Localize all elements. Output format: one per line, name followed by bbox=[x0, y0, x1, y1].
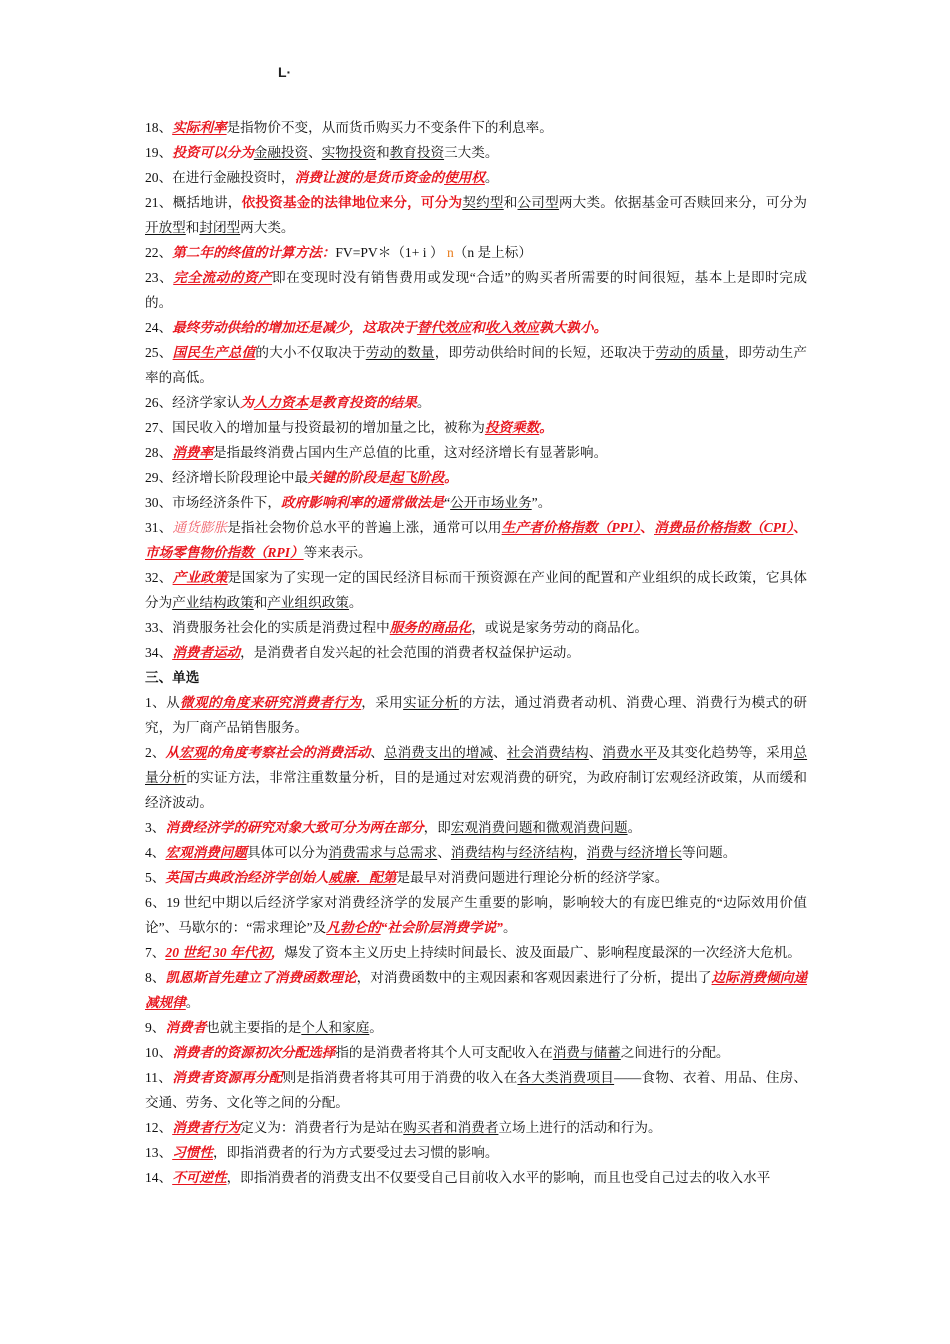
underlined-term: 消费需求与总需求 bbox=[328, 845, 438, 860]
highlighted-term: 凯恩斯首先建立了消费函数理论 bbox=[165, 970, 357, 985]
text-segment: 5、 bbox=[145, 870, 166, 885]
text-segment: 13、 bbox=[145, 1145, 173, 1160]
text-segment: 等问题。 bbox=[681, 845, 737, 860]
text-segment: 11、 bbox=[145, 1070, 173, 1085]
document-body bbox=[145, 115, 807, 1190]
text-segment: 。 bbox=[502, 920, 517, 935]
highlighted-term: 起飞阶段 bbox=[389, 470, 445, 485]
list-item bbox=[145, 840, 807, 865]
text-segment: 。 bbox=[627, 820, 642, 835]
text-segment: ，即劳动供给时间的长短，还取决于 bbox=[434, 345, 656, 360]
text-segment: 2、 bbox=[145, 745, 166, 760]
list-item bbox=[145, 940, 807, 965]
list-item bbox=[145, 865, 807, 890]
text-segment: 及其变化趋势等，采用 bbox=[656, 745, 794, 760]
highlighted-term: 市场零售物价指数（RPI） bbox=[145, 545, 304, 560]
underlined-term: 金融投资 bbox=[253, 145, 309, 160]
highlighted-term: 、 bbox=[793, 520, 808, 535]
text-segment: 21、概括地讲， bbox=[145, 195, 242, 210]
highlighted-term: 从 bbox=[165, 745, 180, 760]
text-segment: 定义为：消费者行为是站在 bbox=[240, 1120, 404, 1135]
list-item bbox=[145, 240, 807, 265]
text-segment: 、 bbox=[308, 145, 322, 160]
text-segment: 20、在进行金融投资时， bbox=[145, 170, 295, 185]
underlined-term: 宏观消费问题和微观消费问题 bbox=[450, 820, 628, 835]
highlighted-term: 产业政策 bbox=[172, 570, 228, 585]
underlined-term: 消费与储蓄 bbox=[552, 1045, 621, 1060]
text-segment: 两大类。 bbox=[240, 220, 295, 235]
text-segment: 23、 bbox=[145, 270, 174, 285]
highlighted-term: n bbox=[443, 245, 454, 260]
text-segment: 的实证方法，非常注重数量分析，目的是通过对宏观消费的研究，为政府制订宏观经济政策，从而缓和经济波动。 bbox=[145, 770, 807, 810]
text-segment: ”。 bbox=[531, 495, 552, 510]
highlighted-term: 使用权 bbox=[444, 170, 485, 185]
list-item bbox=[145, 190, 807, 240]
text-segment: 等来表示。 bbox=[303, 545, 372, 560]
text-segment: 。 bbox=[484, 170, 499, 185]
list-item bbox=[145, 265, 807, 315]
list-item bbox=[145, 115, 807, 140]
highlighted-term: 消费者资源再分配 bbox=[172, 1070, 283, 1085]
highlighted-term: 通货膨胀 bbox=[172, 520, 228, 535]
highlighted-term: 宏观 bbox=[179, 745, 207, 760]
text-segment: 是最早对消费问题进行理论分析的经济学家。 bbox=[396, 870, 669, 885]
text-segment: 和 bbox=[503, 195, 518, 210]
text-segment: 30、市场经济条件下， bbox=[145, 495, 281, 510]
list-item bbox=[145, 815, 807, 840]
text-segment: 14、 bbox=[145, 1170, 173, 1185]
text-segment: 1、从 bbox=[145, 695, 181, 710]
text-segment: 爆发了资本主义历史上持续时间最长、波及面最广、影响程度最深的一次经济大危机。 bbox=[284, 945, 801, 960]
highlighted-term: 英国古典政治经济学创始人 bbox=[165, 870, 329, 885]
text-segment: 25、 bbox=[145, 345, 173, 360]
list-item bbox=[145, 490, 807, 515]
highlighted-term: 凡勃仑的 bbox=[326, 920, 381, 935]
highlighted-term: 关键的阶段是 bbox=[308, 470, 390, 485]
list-item bbox=[145, 465, 807, 490]
list-item bbox=[145, 1065, 807, 1115]
underlined-term: 劳动的质量 bbox=[655, 345, 725, 360]
text-segment: 即在变现时没有销售费用或发现“合适”的购买者所需要的时间很短，基本上是即时完成的。 bbox=[145, 270, 808, 310]
text-segment: ，即指消费者的行为方式要受过去习惯的影响。 bbox=[212, 1145, 499, 1160]
underlined-term: 劳动的数量 bbox=[365, 345, 435, 360]
underlined-term: 产业组织政策 bbox=[267, 595, 349, 610]
text-segment: 、 bbox=[437, 845, 451, 860]
text-segment: 7、 bbox=[145, 945, 166, 960]
text-segment: 。 bbox=[416, 395, 431, 410]
highlighted-term: 替代效应 bbox=[416, 320, 472, 335]
highlighted-term: 。 bbox=[539, 420, 553, 435]
list-item bbox=[145, 1165, 807, 1190]
text-segment: 8、 bbox=[145, 970, 166, 985]
list-item bbox=[145, 965, 807, 1015]
text-segment: 、 bbox=[493, 745, 507, 760]
list-item bbox=[145, 690, 807, 740]
text-segment: 26、经济学家认 bbox=[145, 395, 241, 410]
text-segment: 27、国民收入的增加量与投资最初的增加量之比，被称为 bbox=[145, 420, 485, 435]
highlighted-term: 消费经济学的研究对象大致可分为两在部分 bbox=[165, 820, 424, 835]
list-item bbox=[145, 1015, 807, 1040]
underlined-term: 消费与经济增长 bbox=[586, 845, 682, 860]
text-segment: 12、 bbox=[145, 1120, 173, 1135]
text-segment: 。 bbox=[369, 1020, 383, 1035]
highlighted-term: 是教育投资的结果 bbox=[308, 395, 417, 410]
text-segment: ，即劳动生产率的高低。 bbox=[145, 345, 808, 385]
highlighted-term: 完全流动的资产 bbox=[173, 270, 273, 285]
list-item bbox=[145, 415, 807, 440]
text-segment: 32、 bbox=[145, 570, 173, 585]
highlighted-term: 20 世纪 30 年代初 bbox=[165, 945, 271, 960]
highlighted-term: 生产者价格指数（PPI） bbox=[501, 520, 641, 535]
text-segment: ，对消费函数中的主观因素和客观因素进行了分析，提出了 bbox=[356, 970, 712, 985]
highlighted-term: 政府影响利率的通常做法是 bbox=[280, 495, 445, 510]
text-segment: 的方法，通过消费者动机、消费心理、消费行为模式的研究，为厂商产品销售服务。 bbox=[145, 695, 808, 735]
highlighted-term: 消费者的资源初次分配选择 bbox=[172, 1045, 336, 1060]
text-segment: 29、经济增长阶段理论中最 bbox=[145, 470, 309, 485]
underlined-term: 个人和家庭 bbox=[301, 1020, 370, 1035]
text-segment: 则是指消费者将其可用于消费的收入在 bbox=[282, 1070, 518, 1085]
highlighted-term: 投资乘数 bbox=[484, 420, 540, 435]
text-segment: 三、单选 bbox=[145, 670, 200, 685]
highlighted-term: 消费率 bbox=[172, 445, 213, 460]
list-item bbox=[145, 515, 807, 565]
text-segment: 是指物价不变，从而货币购买力不变条件下的利息率。 bbox=[226, 120, 553, 135]
underlined-term: 各大类消费项目 bbox=[517, 1070, 615, 1085]
underlined-term: 社会消费结构 bbox=[506, 745, 589, 760]
text-segment: 10、 bbox=[145, 1045, 173, 1060]
text-segment: 、 bbox=[588, 745, 603, 760]
highlighted-term: 人力资本 bbox=[253, 395, 309, 410]
list-item bbox=[145, 440, 807, 465]
text-segment: 的大小不仅取决于 bbox=[255, 345, 366, 360]
highlighted-term: 消费者行为 bbox=[172, 1120, 241, 1135]
highlighted-term: 消费者运动 bbox=[172, 645, 241, 660]
list-item bbox=[145, 890, 807, 940]
highlighted-term: 边际消费倾向递减规律 bbox=[145, 970, 808, 1010]
list-item bbox=[145, 165, 807, 190]
text-segment: 。 bbox=[348, 595, 363, 610]
list-item bbox=[145, 640, 807, 665]
text-segment: ， bbox=[573, 845, 587, 860]
text-segment: 是指社会物价总水平的普遍上涨，通常可以用 bbox=[227, 520, 502, 535]
highlighted-term: 消费品价格指数（CPI） bbox=[654, 520, 794, 535]
text-segment: 之间进行的分配。 bbox=[620, 1045, 730, 1060]
text-segment: 18、 bbox=[145, 120, 173, 135]
underlined-term: 教育投资 bbox=[389, 145, 445, 160]
list-item bbox=[145, 1140, 807, 1165]
list-item bbox=[145, 615, 807, 640]
underlined-term: 公司型 bbox=[517, 195, 559, 210]
list-item bbox=[145, 140, 807, 165]
list-item bbox=[145, 1115, 807, 1140]
text-segment: 指的是消费者将其个人可支配收入在 bbox=[335, 1045, 553, 1060]
text-segment: 立场上进行的活动和行为。 bbox=[498, 1120, 662, 1135]
list-item bbox=[145, 1040, 807, 1065]
text-segment: ，或说是家务劳动的商品化。 bbox=[471, 620, 648, 635]
text-segment: FV=PV＊（1+ i ） bbox=[335, 245, 444, 260]
highlighted-term: 国民生产总值 bbox=[172, 345, 256, 360]
underlined-term: 封闭型 bbox=[199, 220, 241, 235]
highlighted-term: 习惯性 bbox=[172, 1145, 213, 1160]
text-segment: ——食物、衣着、用品、住房、交通、劳务、文化等之间的分配。 bbox=[145, 1070, 808, 1110]
text-segment: ，即指消费者的消费支出不仅要受自己目前收入水平的影响，而且也受自己过去的收入水平 bbox=[226, 1170, 771, 1185]
highlighted-term: 依投资基金的法律地位来分，可分为 bbox=[241, 195, 463, 210]
text-segment: 6、19 世纪中期以后经济学家对消费经济学的发展产生重要的影响，影响较大的有庞巴维克的“边际效用价值论”、马歇尔的：“需求理论”及 bbox=[145, 895, 807, 935]
highlighted-term: 收入效应 bbox=[484, 320, 540, 335]
section-heading bbox=[145, 665, 807, 690]
underlined-term: 实物投资 bbox=[321, 145, 377, 160]
highlighted-term: 不可逆性 bbox=[172, 1170, 227, 1185]
text-segment: 是指最终消费占国内生产总值的比重，这对经济增长有显著影响。 bbox=[212, 445, 608, 460]
highlighted-term: 。 bbox=[444, 470, 458, 485]
text-segment: 也就主要指的是 bbox=[206, 1020, 302, 1035]
text-segment: 两大类。依据基金可否赎回来分，可分为 bbox=[558, 195, 808, 210]
underlined-term: 总量分析 bbox=[145, 745, 808, 785]
highlighted-term: ， bbox=[270, 945, 285, 960]
text-segment: 。 bbox=[185, 995, 200, 1010]
text-segment: 31、 bbox=[145, 520, 173, 535]
list-item bbox=[145, 390, 807, 415]
text-segment: 34、 bbox=[145, 645, 173, 660]
text-segment: 、 bbox=[370, 745, 384, 760]
text-segment: 具体可以分为 bbox=[246, 845, 329, 860]
highlighted-term: 为 bbox=[240, 395, 254, 410]
text-segment: 三大类。 bbox=[444, 145, 499, 160]
underlined-term: 开放型 bbox=[145, 220, 186, 235]
underlined-term: 契约型 bbox=[462, 195, 504, 210]
underlined-term: 公开市场业务 bbox=[450, 495, 532, 510]
highlighted-term: 孰大孰小。 bbox=[539, 320, 608, 335]
highlighted-term: 的角度考察社会的消费活动 bbox=[206, 745, 371, 760]
underlined-term: 消费结构与经济结构 bbox=[450, 845, 574, 860]
text-segment: 9、 bbox=[145, 1020, 166, 1035]
list-item bbox=[145, 565, 807, 615]
list-item bbox=[145, 315, 807, 340]
highlighted-term: 第二年的终值的计算方法： bbox=[172, 245, 336, 260]
text-segment: ，采用 bbox=[361, 695, 404, 710]
highlighted-term: 消费让渡的是货币资金的 bbox=[294, 170, 445, 185]
highlighted-term: 最终劳动供给的增加还是减少，这取决于 bbox=[172, 320, 417, 335]
text-segment: 3、 bbox=[145, 820, 166, 835]
list-item bbox=[145, 740, 807, 815]
text-segment: “ bbox=[444, 495, 451, 510]
text-segment: （n 是上标） bbox=[453, 245, 532, 260]
highlighted-term: 服务的商品化 bbox=[389, 620, 472, 635]
text-segment: 24、 bbox=[145, 320, 173, 335]
highlighted-term: 威廉．配第 bbox=[328, 870, 397, 885]
highlighted-term: 宏观消费问题 bbox=[165, 845, 247, 860]
highlighted-term: 投资可以分为 bbox=[172, 145, 254, 160]
underlined-term: 产业结构政策 bbox=[172, 595, 254, 610]
underlined-term: 消费水平 bbox=[602, 745, 657, 760]
highlighted-term: 实际利率 bbox=[172, 120, 227, 135]
highlighted-term: “社会阶层消费学说” bbox=[380, 920, 503, 935]
text-segment: 和 bbox=[185, 220, 200, 235]
text-segment: 和 bbox=[376, 145, 390, 160]
highlighted-term: 消费者 bbox=[165, 1020, 207, 1035]
highlighted-term: 和 bbox=[471, 320, 485, 335]
text-segment: 33、消费服务社会化的实质是消费过程中 bbox=[145, 620, 390, 635]
underlined-term: 购买者和消费者 bbox=[403, 1120, 499, 1135]
text-segment: 19、 bbox=[145, 145, 173, 160]
highlighted-term: 微观的角度来研究消费者行为 bbox=[180, 695, 362, 710]
text-segment: ，是消费者自发兴起的社会范围的消费者权益保护运动。 bbox=[240, 645, 580, 660]
text-segment: 22、 bbox=[145, 245, 173, 260]
text-segment: 28、 bbox=[145, 445, 173, 460]
text-segment: 4、 bbox=[145, 845, 166, 860]
underlined-term: 总消费支出的增减 bbox=[383, 745, 494, 760]
text-segment: 和 bbox=[253, 595, 268, 610]
underlined-term: 实证分析 bbox=[403, 695, 459, 710]
text-segment: 是国家为了实现一定的国民经济目标而干预资源在产业间的配置和产业组织的成长政策，它具体分为 bbox=[145, 570, 808, 610]
text-segment: ，即 bbox=[423, 820, 451, 835]
list-item bbox=[145, 340, 807, 390]
highlighted-term: 、 bbox=[640, 520, 654, 535]
header-mark: L· bbox=[278, 64, 292, 80]
